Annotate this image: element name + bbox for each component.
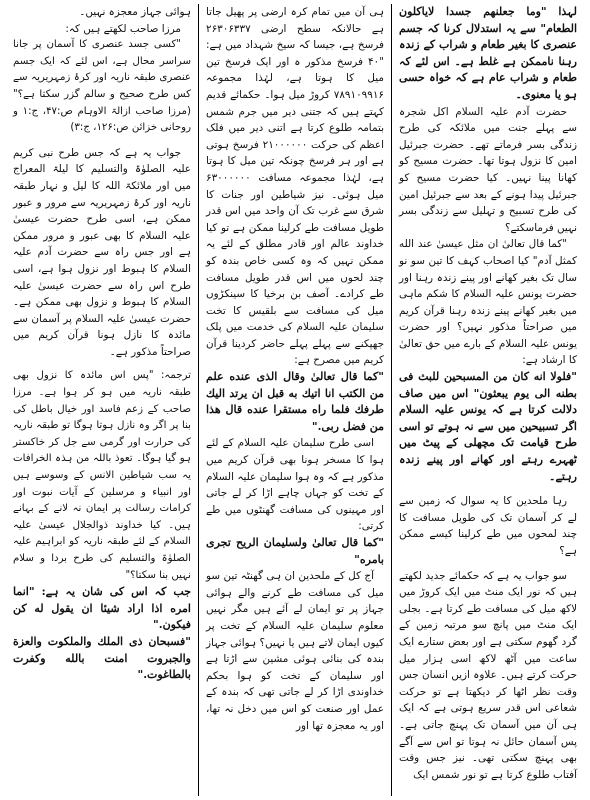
paragraph: لہذا "وما جعلنهم جسدا لاياكلون الطعام" سے یہ استدلال کرنا کہ جسم عنصری کا بغیر طعام و شراب کے زندہ رہنا ناممکن ہے غلط ہے۔ اس لئے کہ طعام و شراب عام ہے کہ خواہ حسی ہو یا معنوی۔ — [399, 5, 577, 101]
paragraph: اسی طرح سلیمان علیہ السلام کے لئے ہوا کا مسخر ہونا بھی قرآن کریم میں مذکور ہے کہ وہ ہوا سلیمان علیہ السلام کے تخت کو جہاں چاہے اڑا کر لے جاتی اور مہینوں کی مسافت گھنٹوں میں طے کرتی: — [206, 437, 384, 533]
column-left — [6, 4, 199, 796]
arabic-quote: "كما قال تعالىٰ وقال الذى عنده علم من الكتب انا اتيك به قبل ان يرتد اليك طرفك فلما راه مستقرا عنده قال هذا من فضل ربى." — [206, 370, 384, 433]
arabic-quote: "كما قال تعالىٰ ولسليمان الريح تجرى بامره" — [206, 536, 384, 566]
paragraph: ہوائی جہاز معجزہ نہیں۔ — [79, 6, 191, 18]
arabic-quote: "فسبحان ذى الملك والملكوت والعزة والجبروت امنت بالله وكفرت بالطاغوت." — [13, 634, 191, 682]
paragraph: "فلولا انه كان من المسبحين للبث فى بطنه الى يوم يبعثون" اس میں صاف دلالت کرتا ہے کہ یونس علیہ السلام اگر تسبیحین میں سے نہ ہوتے تو اسی طرح قیامت تک مچھلی کے پیٹ میں ٹھہرے رہتے اور کھانے اور پینے زندہ رہتے۔ — [399, 370, 577, 483]
paragraph: آج کل کے ملحدین ان ہی گھنٹہ تین سو میل کی مسافت طے کرنے والے ہوائی جہاز پر تو ایمان لے آئے ہیں مگر نہیں معلوم سلیمان علیہ السلام کے تخت پر کیوں ایمان لاتے ہیں یا نہیں؟ ہوائی جہاز بندہ کی بنائی ہوئی مشین سے اڑتا ہے اور سلیمان کے تخت کو ہوا بحکم خداوندی اڑا کر لے جاتی تھی کہ بندہ کے عمل اور صنعت کو اس میں دخل نہ تھا، اور یہ معجزہ تھا اور — [206, 570, 384, 732]
arabic-quote: جب کہ اس کی شان یہ ہے: "انما امره اذا اراد شيئا ان يقول له كن فيكون." — [13, 585, 191, 632]
paragraph: رہا ملحدین کا یہ سوال کہ زمین سے لے کر آسمان تک کی طویل مسافت کا چند لمحوں میں طے کرلینا کیسے ممکن ہے؟ — [399, 495, 577, 557]
paragraph: "كما قال تعالىٰ ان مثل عيسىٰ عند الله كمثل آدم" کیا اصحاب کہف کا تین سو نو سال تک بغیر کھانے اور پینے زندہ رہنا اور حضرت یونس علیہ السلام کا شکم ماہی میں بغیر کھانے پینے زندہ رہنا قرآن کریم میں صراحتاً مذکور نہیں؟ اور حضرت یونس علیہ السلام کے بارے میں حق تعالیٰ کا ارشاد ہے: — [399, 238, 577, 367]
translation: ترجمہ: "پس اس مائدہ کا نزول بھی طبقہ ناریہ میں ہو کر ہوا ہے۔ مرزا صاحب کے زعم فاسد اور خیال باطل کی بنا پر اگر وہ نازل ہوتا ہوگا تو طبقہ ناریہ کی حرارت اور گرمی سے جل کر خاکستر ہو گیا ہوگا۔ تعوذ باللہ من ہذہ الخرافات یہ سب شیاطین الانس کے وسوسے ہیں اور انبیاء و مرسلین کے آیات نبوت اور کرامات رسالت پر ایمان نہ لانے کے بہانے ہیں۔ کیا خداوند ذوالجلال عیسیٰ علیہ السلام کے لئے طبقہ ناریہ کو ابراہیم علیہ الصلوٰۃ والتسلیم کی طرح بردا و سلام نہیں بنا سکتا؟" — [13, 370, 191, 581]
column-right — [392, 4, 584, 796]
paragraph: مرزا صاحب لکھتے ہیں کہ: — [65, 22, 181, 35]
paragraph: ہی آن میں تمام کرہ ارضی پر پھیل جاتا ہے حالانکہ سطح ارضی ۲۶۳۰۶۳۳۷ فرسخ ہے، جیسا کہ سیخ شہداد میں ہے: "۴۰ فرسخ مذکور ہ اور ایک فرسخ تین میل کا ہوتا ہے، لہٰذا مجموعہ ۷۸۹۱۰۹۹۱۶ کروڑ میل ہوا۔ حکمائے قدیم کہتے ہیں کہ جتنی دیر میں جرم شمس بتمامہ طلوع کرتا ہے اتنی دیر میں فلک اعظم کی حرکت ۲۱۰۰۰۰۰۰ فرسخ ہوتی ہے اور ہر فرسخ چونکہ تین میل کا ہوتا ہے، لہٰذا مجموعہ مسافت ۶۳۰۰۰۰۰۰ میل ہوئی۔ نیز شیاطین اور جنات کا شرق سے غرب تک آن واحد میں اس قدر طویل مسافت طے کرلینا ممکن ہے تو کیا خداوند عالم اور قادر مطلق کے لئے یہ ممکن نہیں کہ وہ کسی خاص بندہ کو چند لحوں میں اس قدر طویل مسافت طے کرادے۔ آصف بن برخیا کا سینکڑوں میل کی مسافت سے بلقیس کا تخت سلیمان علیہ السلام کی خدمت میں پلک جھپکنے سے پہلے پہلے حاضر کردینا قرآن کریم میں مصرح ہے: — [206, 6, 384, 367]
paragraph: حضرت آدم علیہ السلام اکل شجرہ سے پہلے جنت میں ملائکہ کی طرح زندگی بسر فرماتے تھے۔ حضرت جبرئیل امین کا نزول ہوتا تھا۔ حضرت مسیح کو کھانا پینا نہیں۔ کیا حضرت مسیح کو جبرئیل پیدا ہونے کے بعد سے جبرئیل امین کی طرح تسبیح و تہلیل سے زندگی بسر نہیں فرماسکتے؟ — [399, 105, 577, 234]
quoted-passage: "کسی جسد عنصری کا آسمان پر جانا سراسر محال ہے، اس لئے کہ ایک جسم عنصری طبقہ ناریہ اور کرۂ زمہریریہ سے کس طرح صحیح و سالم گزر سکتا ہے؟" (مرزا صاحب ازالۃ الاوہام ص:۴۷، ج:۱ و روحانی خزائن ص:۱۲۶، ج:۳) — [13, 39, 191, 134]
column-middle — [199, 4, 392, 796]
paragraph: جواب یہ ہے کہ جس طرح نبی کریم علیہ الصلوٰۃ والتسلیم کا لیلۃ المعراج میں اور ملائکۃ اللہ کا لیل و نہار طبقہ ناریہ اور کرۂ زمہریریہ سے مرور و عبور ممکن ہے، اسی طرح حضرت عیسیٰ علیہ السلام کا بھی عبور و مرور ممکن ہے اور جس راہ سے حضرت آدم علیہ السلام کا ہبوط اور نزول ہوا ہے، اسی طرح اس راہ سے حضرت عیسیٰ علیہ السلام کا ہبوط و نزول بھی ممکن ہے۔ حضرت عیسیٰ علیہ السلام پر آسمان سے مائدہ کا نازل ہونا قرآن کریم میں صراحتاً مذکور ہے۔ — [13, 146, 191, 358]
paragraph: سو جواب یہ ہے کہ حکمائے جدید لکھتے ہیں کہ نور ایک منٹ میں ایک کروڑ میں لاکھ میل کی مسافت طے کرتا ہے۔ بجلی ایک منٹ میں پانچ سو مرتبہ زمین کے گرد گھوم سکتی ہے اور بعض ستارے ایک ساعت میں آٹھ لاکھ اسی ہزار میل حرکت کرتے ہیں۔ علاوہ ازیں انسان جس وقت نظر اٹھا کر دیکھتا ہے تو حرکت شعاعی اس قدر سریع ہوتی ہے کہ ایک ہی آن میں آسمان تک پہنچ جاتی ہے۔ پس آسمان حائل نہ ہوتا تو اس سے آگے بھی پہنچ سکتی تھی۔ نیز جس وقت آفتاب طلوع کرتا ہے تو نور شمس ایک — [399, 569, 577, 781]
